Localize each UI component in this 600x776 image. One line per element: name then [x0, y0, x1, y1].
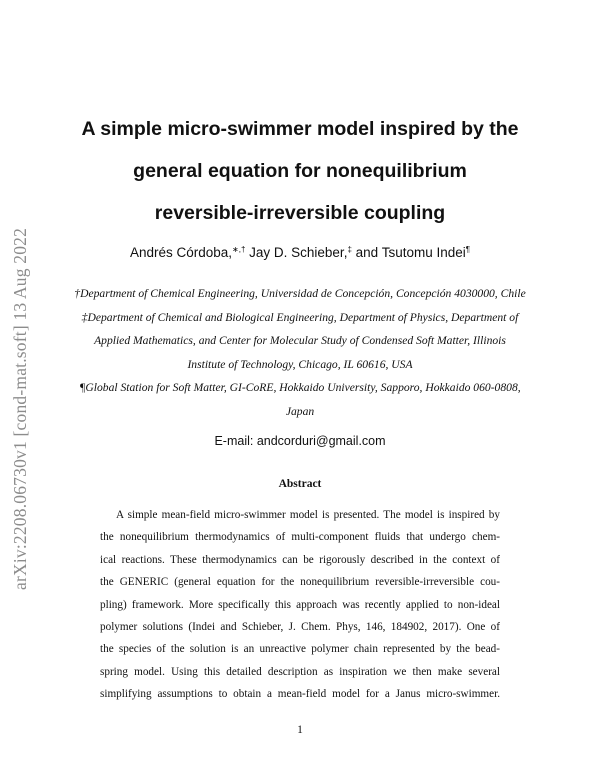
abstract-line: the species of the solution is an unreactive polymer chain represented by the bead-	[100, 643, 500, 656]
affiliation-line: Applied Mathematics, and Center for Molecular Study of Condensed Soft Matter, Illinois	[94, 334, 506, 347]
affiliation-line: †Department of Chemical Engineering, Universidad de Concepción, Concepción 4030000, Chile	[74, 287, 526, 300]
author-name: and Tsutomu Indei	[351, 245, 466, 260]
arxiv-identifier-stamp: arXiv:2208.06730v1 [cond-mat.soft] 13 Aug 2022	[10, 227, 30, 590]
abstract-line: spring model. Using this detailed description as inspiration we then make several	[100, 665, 500, 678]
abstract-line: simplifying assumptions to obtain a mean-field model for a Janus micro-swimmer.	[100, 688, 500, 701]
abstract-line: the GENERIC (general equation for the nonequilibrium reversible-irreversible cou-	[100, 576, 500, 589]
author-list	[60, 245, 540, 260]
title-line: reversible-irreversible coupling	[154, 202, 446, 224]
author-affiliation-marks: ¶	[465, 245, 471, 254]
abstract-line: polymer solutions (Indei and Schieber, J. Chem. Phys, 146, 184902, 2017). One of	[100, 621, 500, 634]
abstract-line: pling) framework. More specifically this approach was recently applied to non-ideal	[100, 598, 500, 611]
page-number: 1	[297, 724, 303, 736]
affiliation-line: Institute of Technology, Chicago, IL 60616, USA	[187, 357, 413, 371]
author-affiliation-marks: ‡	[347, 245, 352, 254]
abstract-body	[100, 504, 500, 706]
affiliation-line: ‡Department of Chemical and Biological Engineering, Department of Physics, Department of	[81, 310, 519, 324]
author-name: Jay D. Schieber,	[245, 245, 348, 260]
affiliation-line: ¶Global Station for Soft Matter, GI-CoRE, Hokkaido University, Sapporo, Hokkaido 060-0808,	[79, 381, 521, 394]
abstract-heading: Abstract	[278, 478, 322, 490]
author-affiliation-marks: ∗,†	[232, 245, 246, 254]
title-line: general equation for nonequilibrium	[133, 160, 467, 182]
contact-email: E-mail: andcorduri@gmail.com	[214, 434, 386, 448]
paper-title	[60, 108, 540, 234]
affiliation-line: Japan	[285, 404, 315, 418]
abstract-line: A simple mean-field micro-swimmer model is presented. The model is inspired by	[116, 509, 500, 521]
abstract-line: ical reactions. These thermodynamics can be rigorously described in the context of	[100, 553, 500, 566]
author-name: Andrés Córdoba,	[129, 245, 233, 260]
title-line: A simple micro-swimmer model inspired by the	[81, 118, 519, 140]
abstract-line: the nonequilibrium thermodynamics of multi-component fluids that undergo chem-	[100, 531, 500, 544]
affiliation-block	[62, 282, 538, 423]
